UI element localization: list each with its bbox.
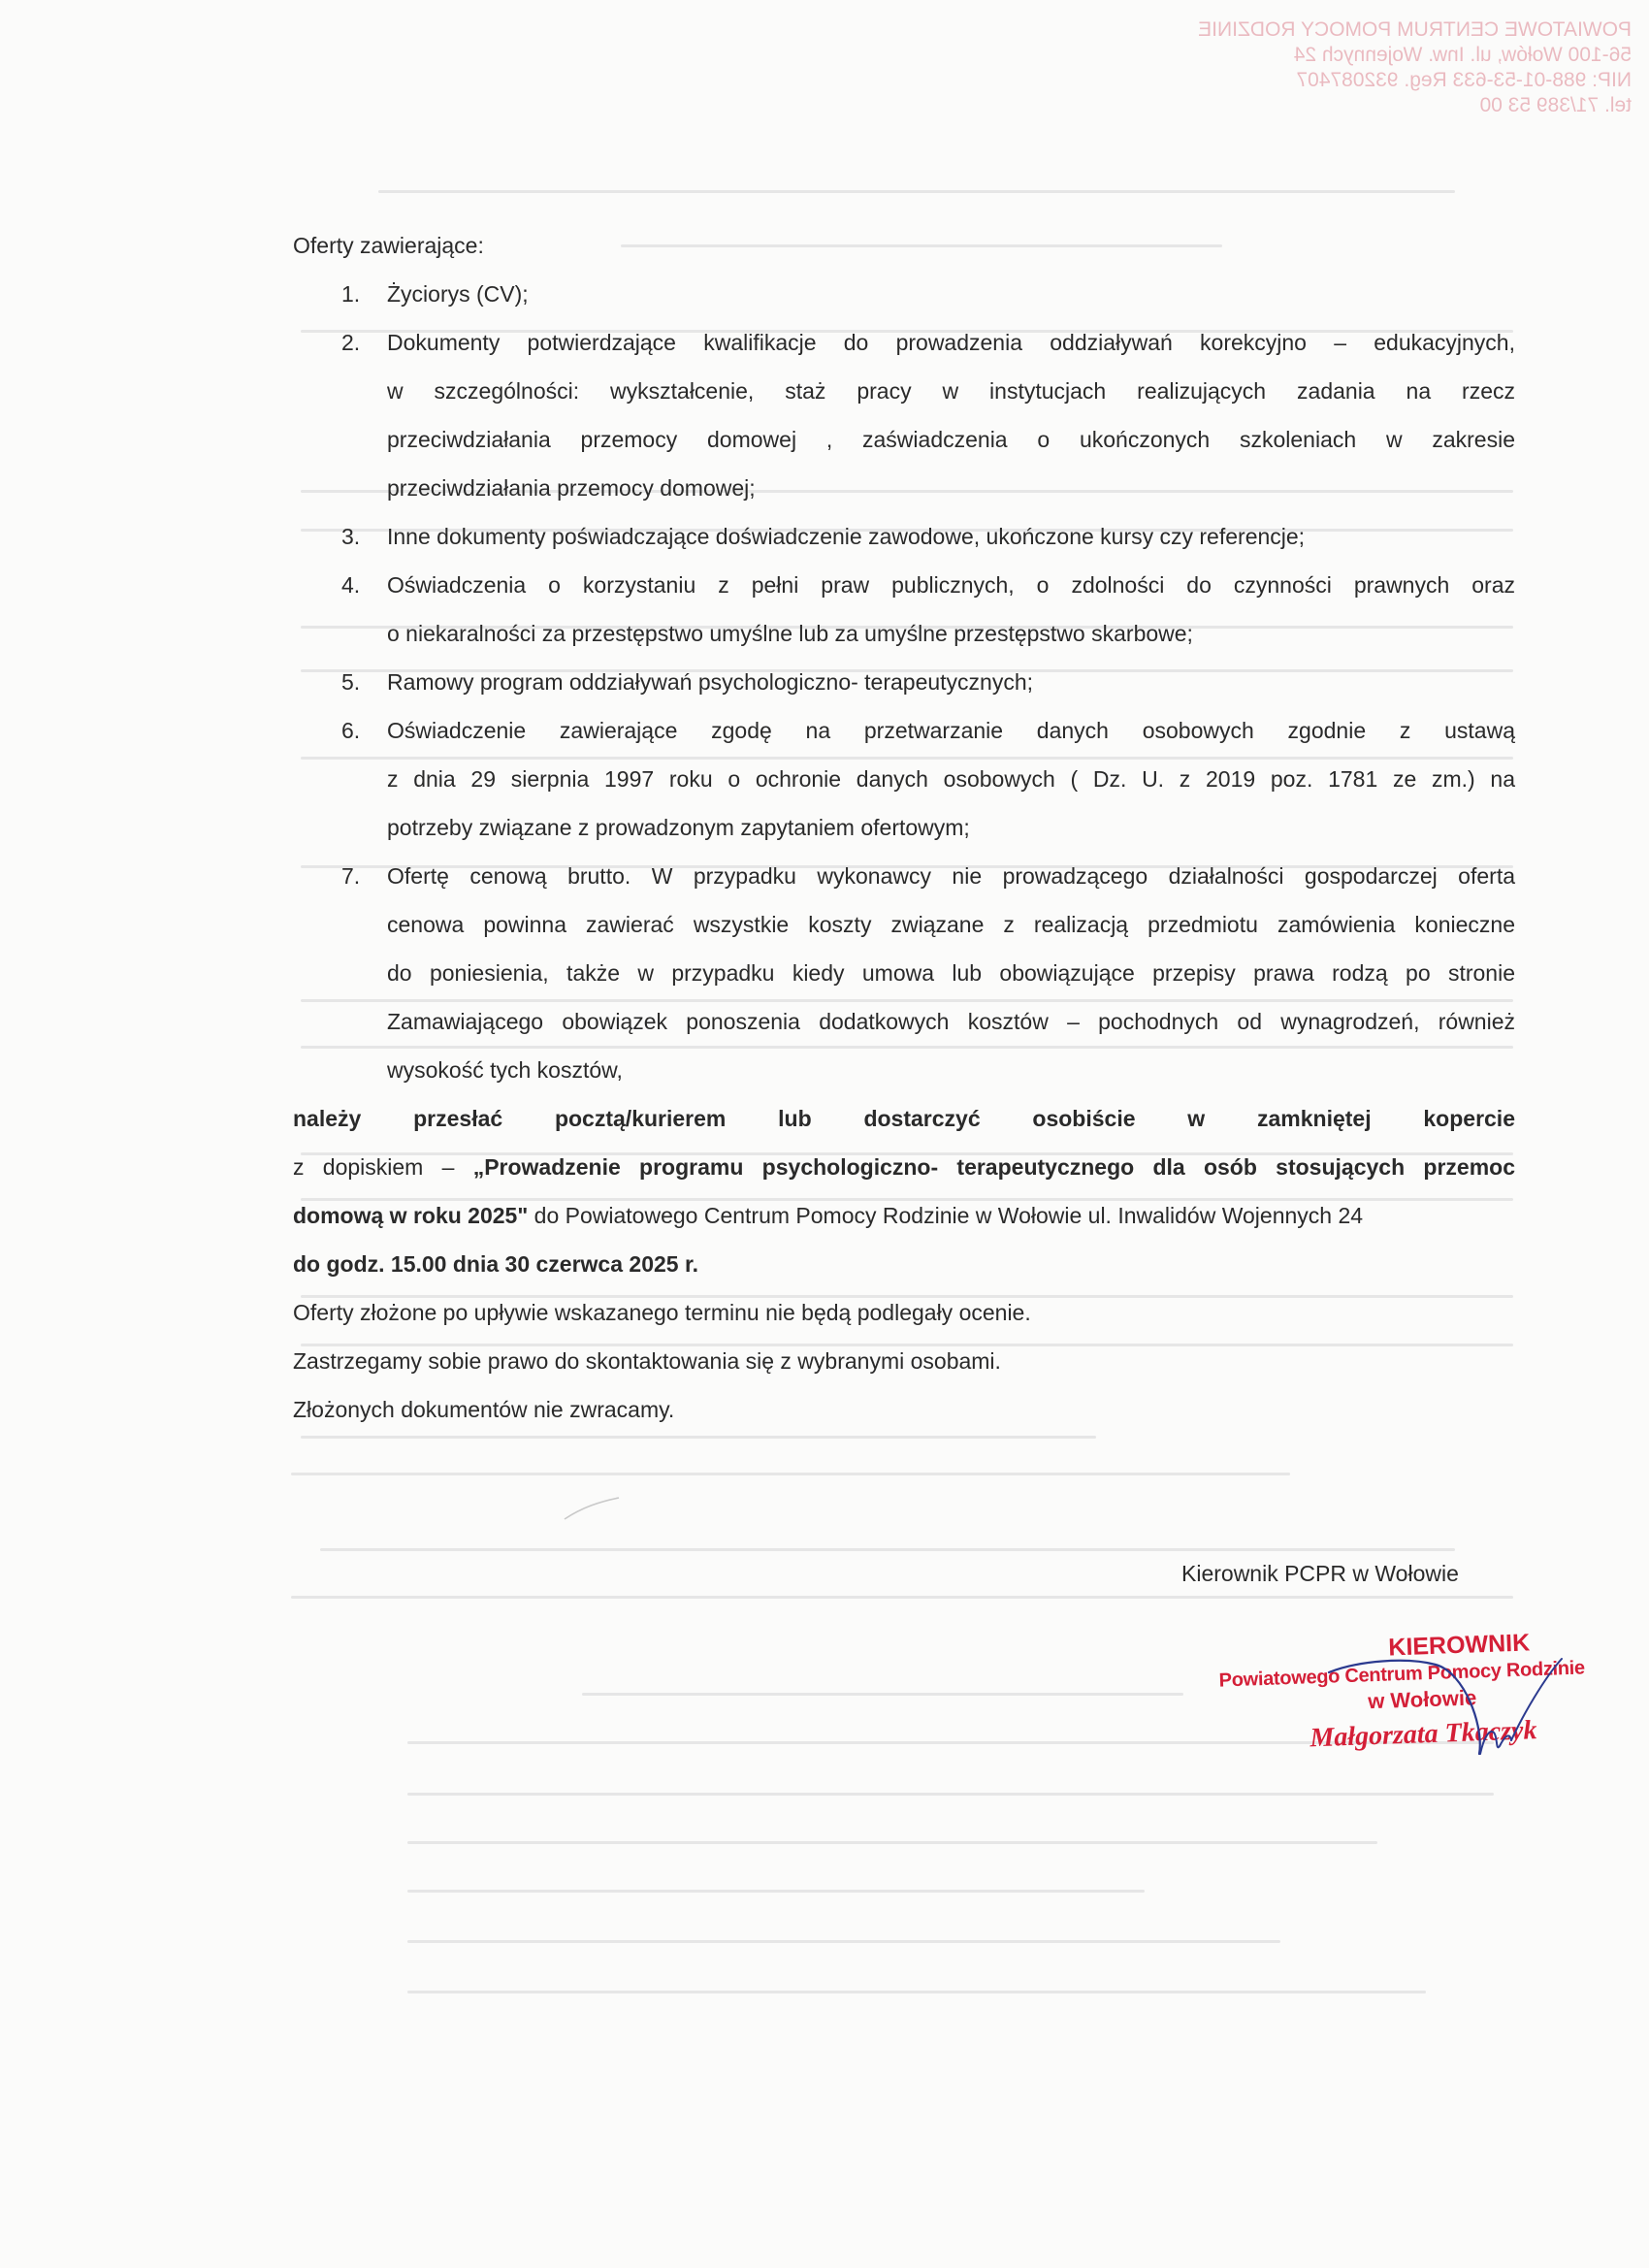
list-item: [293, 852, 1515, 1094]
list-line: Ofertę cenową brutto. W przypadku wykonawcy nie prowadzącego działalności gospodarczej oferta: [387, 863, 1515, 889]
documents-not-returned-note: Złożonych dokumentów nie zwracamy.: [293, 1397, 675, 1422]
list-item: [293, 706, 1515, 852]
intro-heading: Oferty zawierające:: [293, 233, 484, 258]
list-number: 3.: [341, 524, 361, 549]
list-line: z dnia 29 sierpnia 1997 roku o ochronie danych osobowych ( Dz. U. z 2019 poz. 1781 ze zm.) na: [387, 766, 1515, 792]
list-line: wysokość tych kosztów,: [387, 1057, 623, 1083]
list-line: Oświadczenie zawierające zgodę na przetwarzanie danych osobowych zgodnie z ustawą: [387, 718, 1515, 743]
list-number: 7.: [341, 863, 361, 889]
list-item: [293, 561, 1515, 658]
list-number: 6.: [341, 718, 361, 743]
late-offers-note: Oferty złożone po upływie wskazanego terminu nie będą podlegały ocenie.: [293, 1300, 1031, 1325]
bleed-stamp-line: NIP: 988-01-53-633 Reg. 932087407: [1296, 69, 1632, 91]
bleed-stamp-line: POWIATOWE CENTRUM POMOCY RODZINIE: [1198, 18, 1632, 41]
submission-instruction: należy przesłać pocztą/kurierem lub dostarczyć osobiście w zamkniętej kopercie: [293, 1106, 1515, 1131]
submission-annotation-line: [293, 1143, 1515, 1191]
list-line: cenowa powinna zawierać wszystkie koszty związane z realizacją przedmiotu zamówienia konieczne: [387, 912, 1515, 937]
list-item: [293, 658, 1515, 706]
submission-address-line: [293, 1191, 1515, 1240]
stamp-institution: Powiatowego Centrum Pomocy Rodzinie: [1218, 1657, 1586, 1692]
list-line: przeciwdziałania przemocy domowej , zaświadczenia o ukończonych szkoleniach w zakresie: [387, 427, 1515, 452]
list-line: Życiorys (CV);: [387, 281, 529, 307]
list-item: [293, 270, 1515, 318]
stamp-name: Małgorzata Tkaczyk: [1309, 1715, 1537, 1754]
list-line: Dokumenty potwierdzające kwalifikacje do prowadzenia oddziaływań korekcyjno – edukacyjnych,: [387, 330, 1515, 355]
list-line: do poniesienia, także w przypadku kiedy umowa lub obowiązujące przepisy prawa rodzą po stronie: [387, 960, 1515, 986]
annotation-title-end: domową w roku 2025": [293, 1203, 529, 1228]
annotation-title: „Prowadzenie programu psychologiczno- terapeutycznego dla osób stosujących przemoc: [472, 1154, 1515, 1180]
stamp-location: w Wołowie: [1367, 1685, 1477, 1714]
list-line: przeciwdziałania przemocy domowej;: [387, 475, 756, 501]
handwritten-signature: [1290, 1639, 1581, 1785]
list-number: 5.: [341, 669, 361, 695]
list-line: w szczególności: wykształcenie, staż pracy w instytucjach realizujących zadania na rzecz: [387, 378, 1515, 404]
list-item: [293, 318, 1515, 512]
pen-mark: [563, 1494, 621, 1523]
submission-deadline: do godz. 15.00 dnia 30 czerwca 2025 r.: [293, 1251, 699, 1277]
list-line: Ramowy program oddziaływań psychologiczno- terapeutycznych;: [387, 669, 1034, 695]
list-line: Oświadczenia o korzystaniu z pełni praw publicznych, o zdolności do czynności prawnych oraz: [387, 572, 1515, 598]
requirements-list: [293, 270, 1515, 1094]
list-item: [293, 512, 1515, 561]
list-line: Inne dokumenty poświadczające doświadczenie zawodowe, ukończone kursy czy referencje;: [387, 524, 1306, 549]
list-number: 2.: [341, 330, 361, 355]
bleed-through-stamp: [1198, 17, 1632, 118]
list-line: Zamawiającego obowiązek ponoszenia dodatkowych kosztów – pochodnych od wynagrodzeń, również: [387, 1009, 1515, 1034]
signature-title: Kierownik PCPR w Wołowie: [1181, 1561, 1459, 1586]
contact-reservation-note: Zastrzegamy sobie prawo do skontaktowania się z wybranymi osobami.: [293, 1348, 1001, 1374]
stamp-title: KIEROWNIK: [1387, 1629, 1531, 1662]
bleed-stamp-line: 56-100 Wołów, ul. Inw. Wojennych 24: [1293, 44, 1632, 66]
list-line: o niekaralności za przestępstwo umyślne lub za umyślne przestępstwo skarbowe;: [387, 621, 1193, 646]
list-line: potrzeby związane z prowadzonym zapytaniem ofertowym;: [387, 815, 970, 840]
bleed-stamp-line: tel. 71/389 53 00: [1479, 94, 1632, 116]
list-number: 1.: [341, 281, 361, 307]
list-number: 4.: [341, 572, 361, 598]
submission-address: do Powiatowego Centrum Pomocy Rodzinie w Wołowie ul. Inwalidów Wojennych 24: [528, 1203, 1364, 1228]
document-body: [293, 221, 1515, 1434]
annotation-prefix: z dopiskiem –: [293, 1154, 473, 1180]
